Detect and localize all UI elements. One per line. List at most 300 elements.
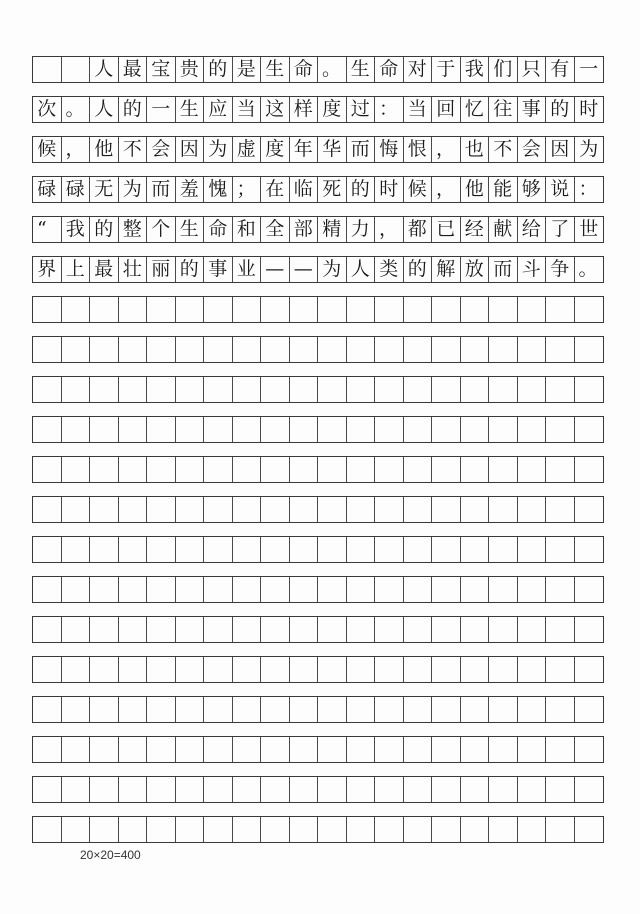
grid-cell: ： xyxy=(375,97,404,122)
grid-cell xyxy=(518,417,547,442)
grid-cell: 命 xyxy=(204,217,233,242)
grid-cell xyxy=(318,817,347,842)
grid-cell: 一 xyxy=(147,97,176,122)
grid-row xyxy=(32,416,604,443)
grid-cell xyxy=(404,577,433,602)
grid-cell: 会 xyxy=(518,137,547,162)
grid-cell xyxy=(147,817,176,842)
grid-cell xyxy=(204,577,233,602)
grid-cell xyxy=(176,417,205,442)
grid-cell xyxy=(461,577,490,602)
grid-cell xyxy=(204,817,233,842)
grid-cell: 于 xyxy=(432,57,461,82)
grid-cell xyxy=(318,737,347,762)
grid-cell xyxy=(347,777,376,802)
grid-cell xyxy=(375,777,404,802)
grid-cell xyxy=(461,297,490,322)
grid-cell: 应 xyxy=(204,97,233,122)
grid-cell xyxy=(33,457,62,482)
grid-cell xyxy=(432,337,461,362)
grid-cell xyxy=(147,337,176,362)
grid-cell: 而 xyxy=(347,137,376,162)
grid-cell xyxy=(33,337,62,362)
grid-cell xyxy=(62,777,91,802)
grid-cell xyxy=(90,617,119,642)
grid-cell xyxy=(261,577,290,602)
grid-cell: 因 xyxy=(546,137,575,162)
grid-cell: 在 xyxy=(261,177,290,202)
grid-cell xyxy=(261,337,290,362)
grid-cell: 愧 xyxy=(204,177,233,202)
grid-cell xyxy=(375,737,404,762)
grid-cell xyxy=(575,577,604,602)
grid-cell xyxy=(318,297,347,322)
grid-cell xyxy=(204,617,233,642)
grid-cell xyxy=(90,417,119,442)
grid-cell xyxy=(318,417,347,442)
grid-cell xyxy=(404,737,433,762)
grid-cell xyxy=(90,337,119,362)
grid-cell xyxy=(261,497,290,522)
grid-cell xyxy=(33,697,62,722)
grid-cell xyxy=(147,737,176,762)
grid-cell xyxy=(375,457,404,482)
grid-cell: 时 xyxy=(375,177,404,202)
grid-cell: 不 xyxy=(119,137,148,162)
grid-cell xyxy=(62,377,91,402)
grid-cell xyxy=(147,537,176,562)
grid-cell xyxy=(62,457,91,482)
grid-cell xyxy=(62,297,91,322)
grid-cell xyxy=(461,537,490,562)
grid-cell xyxy=(404,497,433,522)
grid-cell: 的 xyxy=(176,257,205,282)
grid-cell xyxy=(318,377,347,402)
grid-cell xyxy=(233,417,262,442)
grid-cell xyxy=(176,657,205,682)
grid-cell xyxy=(432,297,461,322)
grid-cell: 丽 xyxy=(147,257,176,282)
grid-cell xyxy=(261,457,290,482)
grid-cell xyxy=(518,577,547,602)
grid-cell xyxy=(546,297,575,322)
grid-cell xyxy=(318,537,347,562)
grid-row xyxy=(32,536,604,563)
grid-cell xyxy=(546,777,575,802)
grid-cell: ， xyxy=(62,137,91,162)
grid-cell xyxy=(461,617,490,642)
grid-cell xyxy=(233,777,262,802)
grid-cell xyxy=(290,777,319,802)
grid-cell xyxy=(575,297,604,322)
grid-cell xyxy=(62,497,91,522)
grid-cell xyxy=(461,817,490,842)
grid-size-label: 20×20=400 xyxy=(80,848,141,862)
grid-cell: 往 xyxy=(489,97,518,122)
grid-cell: — xyxy=(290,257,319,282)
grid-cell xyxy=(461,657,490,682)
grid-cell xyxy=(404,377,433,402)
grid-cell xyxy=(119,617,148,642)
grid-cell xyxy=(575,417,604,442)
grid-row xyxy=(32,256,604,283)
grid-cell xyxy=(575,617,604,642)
grid-cell xyxy=(204,417,233,442)
grid-cell: 整 xyxy=(119,217,148,242)
grid-cell xyxy=(62,537,91,562)
grid-cell xyxy=(375,817,404,842)
grid-cell xyxy=(204,497,233,522)
grid-cell xyxy=(290,337,319,362)
grid-cell: ； xyxy=(233,177,262,202)
grid-cell xyxy=(233,577,262,602)
grid-row xyxy=(32,616,604,643)
grid-cell xyxy=(147,297,176,322)
grid-cell xyxy=(518,817,547,842)
grid-cell xyxy=(176,537,205,562)
grid-cell xyxy=(318,577,347,602)
grid-cell xyxy=(204,697,233,722)
grid-cell xyxy=(33,657,62,682)
grid-cell: 当 xyxy=(233,97,262,122)
grid-cell: 只 xyxy=(518,57,547,82)
grid-cell xyxy=(90,537,119,562)
grid-cell: 无 xyxy=(90,177,119,202)
grid-cell: 争 xyxy=(546,257,575,282)
grid-cell: 事 xyxy=(204,257,233,282)
grid-cell xyxy=(375,417,404,442)
grid-cell xyxy=(546,457,575,482)
grid-cell xyxy=(62,657,91,682)
grid-cell: 贵 xyxy=(176,57,205,82)
grid-cell xyxy=(575,377,604,402)
grid-cell xyxy=(204,777,233,802)
grid-cell xyxy=(318,497,347,522)
grid-cell xyxy=(147,417,176,442)
grid-row xyxy=(32,176,604,203)
grid-cell: 。 xyxy=(62,97,91,122)
grid-cell xyxy=(261,297,290,322)
grid-cell: 都 xyxy=(404,217,433,242)
grid-cell xyxy=(461,697,490,722)
grid-cell xyxy=(575,457,604,482)
grid-cell xyxy=(147,497,176,522)
grid-cell: 事 xyxy=(518,97,547,122)
grid-cell xyxy=(290,377,319,402)
grid-cell: 给 xyxy=(518,217,547,242)
grid-cell: 的 xyxy=(119,97,148,122)
grid-cell xyxy=(546,497,575,522)
grid-cell xyxy=(290,497,319,522)
grid-cell: 了 xyxy=(546,217,575,242)
grid-cell xyxy=(176,737,205,762)
grid-cell xyxy=(62,617,91,642)
grid-cell: 碌 xyxy=(33,177,62,202)
grid-cell xyxy=(518,337,547,362)
grid-cell xyxy=(176,297,205,322)
grid-row xyxy=(32,576,604,603)
grid-cell xyxy=(432,417,461,442)
grid-row xyxy=(32,736,604,763)
grid-row xyxy=(32,96,604,123)
grid-cell: 为 xyxy=(318,257,347,282)
grid-cell xyxy=(404,617,433,642)
grid-cell xyxy=(489,457,518,482)
grid-cell xyxy=(518,377,547,402)
grid-cell xyxy=(233,297,262,322)
grid-cell xyxy=(261,697,290,722)
grid-cell xyxy=(432,777,461,802)
grid-cell: 放 xyxy=(461,257,490,282)
grid-cell xyxy=(233,737,262,762)
grid-cell: 生 xyxy=(176,217,205,242)
grid-cell xyxy=(90,817,119,842)
grid-cell xyxy=(546,697,575,722)
grid-cell: 而 xyxy=(489,257,518,282)
grid-cell xyxy=(176,617,205,642)
grid-cell: 度 xyxy=(318,97,347,122)
grid-cell: 力 xyxy=(347,217,376,242)
grid-cell xyxy=(147,377,176,402)
grid-cell xyxy=(119,297,148,322)
grid-cell xyxy=(261,817,290,842)
grid-cell xyxy=(176,337,205,362)
grid-cell xyxy=(489,657,518,682)
grid-cell: 有 xyxy=(546,57,575,82)
grid-cell xyxy=(176,777,205,802)
grid-cell: 他 xyxy=(461,177,490,202)
grid-cell xyxy=(432,457,461,482)
grid-cell: 的 xyxy=(546,97,575,122)
grid-cell: 的 xyxy=(347,177,376,202)
grid-cell xyxy=(404,817,433,842)
grid-cell xyxy=(489,817,518,842)
grid-cell xyxy=(347,657,376,682)
grid-cell xyxy=(290,617,319,642)
grid-cell xyxy=(62,697,91,722)
grid-cell: 过 xyxy=(347,97,376,122)
grid-cell xyxy=(575,817,604,842)
grid-cell xyxy=(119,657,148,682)
grid-cell: 类 xyxy=(375,257,404,282)
grid-cell xyxy=(375,577,404,602)
grid-cell xyxy=(204,537,233,562)
grid-cell xyxy=(489,617,518,642)
grid-cell xyxy=(546,657,575,682)
grid-cell xyxy=(147,777,176,802)
grid-cell xyxy=(518,297,547,322)
grid-cell xyxy=(62,737,91,762)
grid-row xyxy=(32,816,604,843)
grid-cell: 恨 xyxy=(404,137,433,162)
grid-cell xyxy=(33,57,62,82)
grid-cell xyxy=(432,577,461,602)
grid-cell xyxy=(33,297,62,322)
grid-cell xyxy=(33,817,62,842)
grid-cell xyxy=(318,657,347,682)
grid-cell: 说 xyxy=(546,177,575,202)
grid-cell: 够 xyxy=(518,177,547,202)
grid-cell: 们 xyxy=(489,57,518,82)
grid-cell xyxy=(546,817,575,842)
grid-cell xyxy=(347,817,376,842)
grid-cell: 命 xyxy=(375,57,404,82)
grid-cell xyxy=(575,697,604,722)
grid-cell xyxy=(546,617,575,642)
grid-cell: — xyxy=(261,257,290,282)
grid-cell xyxy=(33,377,62,402)
grid-cell xyxy=(33,497,62,522)
grid-cell: 死 xyxy=(318,177,347,202)
grid-cell xyxy=(546,577,575,602)
grid-cell: 华 xyxy=(318,137,347,162)
grid-cell: ： xyxy=(578,178,598,200)
grid-row xyxy=(32,216,604,243)
grid-cell xyxy=(62,577,91,602)
grid-cell: 羞 xyxy=(176,177,205,202)
grid-cell xyxy=(33,577,62,602)
grid-cell xyxy=(546,377,575,402)
grid-cell: 忆 xyxy=(461,97,490,122)
grid-cell: 的 xyxy=(404,257,433,282)
grid-cell: 精 xyxy=(318,217,347,242)
grid-row xyxy=(32,696,604,723)
grid-cell: 世 xyxy=(579,218,599,240)
grid-cell xyxy=(119,497,148,522)
grid-cell xyxy=(489,777,518,802)
grid-cell xyxy=(119,417,148,442)
grid-cell xyxy=(33,737,62,762)
grid-cell xyxy=(261,537,290,562)
grid-cell xyxy=(347,697,376,722)
grid-cell: 经 xyxy=(461,217,490,242)
grid-cell xyxy=(461,377,490,402)
grid-row xyxy=(32,776,604,803)
grid-cell xyxy=(233,817,262,842)
grid-cell xyxy=(318,697,347,722)
grid-cell: 我 xyxy=(461,57,490,82)
grid-cell: 斗 xyxy=(518,257,547,282)
grid-cell: 界 xyxy=(33,257,62,282)
grid-cell xyxy=(489,577,518,602)
grid-cell xyxy=(347,577,376,602)
grid-cell: 命 xyxy=(290,57,319,82)
grid-cell: 悔 xyxy=(375,137,404,162)
grid-cell xyxy=(404,297,433,322)
grid-cell xyxy=(375,657,404,682)
grid-cell xyxy=(347,537,376,562)
grid-cell xyxy=(347,737,376,762)
grid-cell xyxy=(176,577,205,602)
grid-cell xyxy=(290,577,319,602)
grid-cell: 是 xyxy=(233,57,262,82)
grid-cell xyxy=(461,777,490,802)
grid-cell xyxy=(461,497,490,522)
grid-cell xyxy=(233,657,262,682)
grid-cell xyxy=(375,377,404,402)
grid-cell xyxy=(90,377,119,402)
grid-cell xyxy=(432,657,461,682)
grid-cell: 次 xyxy=(33,97,62,122)
grid-cell: 解 xyxy=(432,257,461,282)
grid-row xyxy=(32,56,604,83)
grid-cell xyxy=(147,457,176,482)
grid-cell xyxy=(375,497,404,522)
grid-cell xyxy=(233,617,262,642)
grid-cell xyxy=(204,377,233,402)
grid-cell: 业 xyxy=(233,257,262,282)
grid-cell xyxy=(147,657,176,682)
grid-cell xyxy=(33,537,62,562)
grid-cell: 和 xyxy=(233,217,262,242)
grid-cell: 生 xyxy=(176,97,205,122)
grid-cell xyxy=(347,337,376,362)
grid-cell xyxy=(119,377,148,402)
grid-cell xyxy=(233,337,262,362)
grid-cell xyxy=(347,297,376,322)
grid-cell xyxy=(147,617,176,642)
grid-cell: 这 xyxy=(261,97,290,122)
grid-cell xyxy=(375,537,404,562)
grid-cell xyxy=(575,537,604,562)
grid-cell xyxy=(176,377,205,402)
grid-cell xyxy=(119,697,148,722)
grid-cell xyxy=(518,617,547,642)
grid-cell: 不 xyxy=(489,137,518,162)
grid-cell xyxy=(233,537,262,562)
grid-cell xyxy=(62,57,91,82)
grid-cell xyxy=(432,617,461,642)
grid-cell xyxy=(176,457,205,482)
grid-cell xyxy=(261,777,290,802)
grid-cell xyxy=(489,697,518,722)
grid-cell xyxy=(119,537,148,562)
grid-cell: 献 xyxy=(489,217,518,242)
grid-cell xyxy=(404,337,433,362)
grid-cell xyxy=(489,297,518,322)
grid-cell: 度 xyxy=(261,137,290,162)
grid-cell xyxy=(489,417,518,442)
grid-cell xyxy=(62,817,91,842)
grid-cell xyxy=(489,737,518,762)
grid-cell xyxy=(575,777,604,802)
grid-cell xyxy=(375,297,404,322)
grid-cell: 时 xyxy=(579,98,599,120)
grid-cell xyxy=(546,417,575,442)
grid-cell xyxy=(147,697,176,722)
writing-grid xyxy=(32,56,604,856)
grid-cell: 虚 xyxy=(233,137,262,162)
grid-cell xyxy=(290,297,319,322)
grid-cell xyxy=(90,497,119,522)
grid-cell: ， xyxy=(375,217,404,242)
grid-cell: 。 xyxy=(578,258,598,280)
grid-cell xyxy=(404,657,433,682)
grid-cell xyxy=(261,417,290,442)
grid-cell: 会 xyxy=(147,137,176,162)
grid-cell xyxy=(318,337,347,362)
grid-cell: 人 xyxy=(347,257,376,282)
grid-cell xyxy=(176,497,205,522)
grid-cell xyxy=(119,457,148,482)
grid-cell: 的 xyxy=(90,217,119,242)
grid-cell xyxy=(489,497,518,522)
grid-cell xyxy=(404,777,433,802)
grid-cell: 临 xyxy=(290,177,319,202)
grid-cell xyxy=(119,777,148,802)
grid-cell: 对 xyxy=(404,57,433,82)
grid-cell: 碌 xyxy=(62,177,91,202)
